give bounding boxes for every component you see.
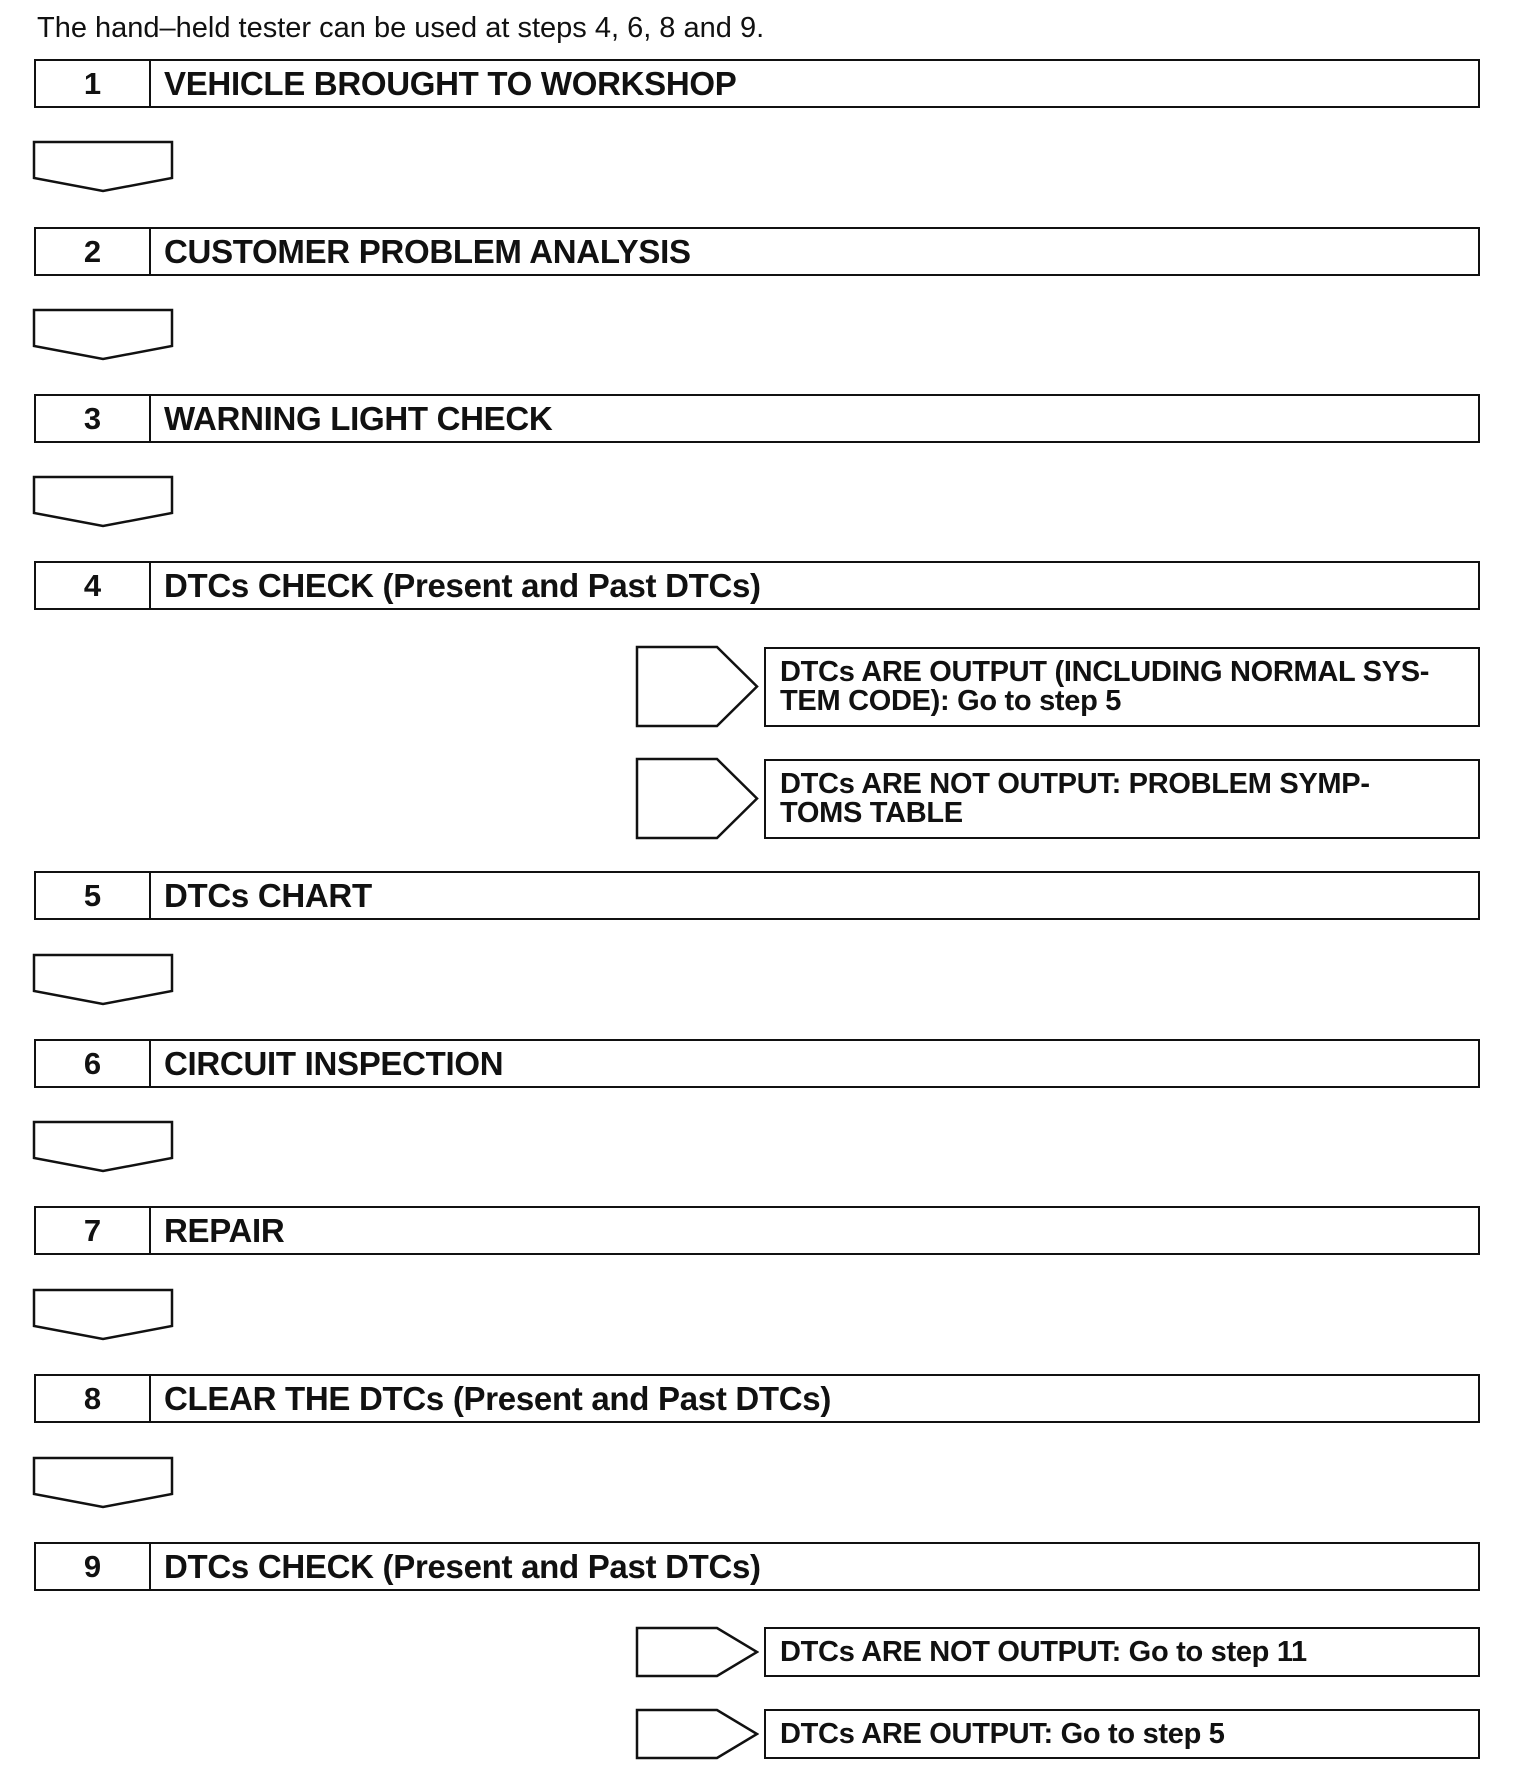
- result-text: DTCs ARE NOT OUTPUT: Go to step 11: [780, 1635, 1307, 1668]
- result-line: TEM CODE): Go to step 5: [780, 685, 1122, 717]
- result-line: DTCs ARE NOT OUTPUT: PROBLEM SYMP-: [780, 768, 1370, 800]
- step-number: 5: [36, 873, 151, 918]
- step-title: REPAIR: [164, 1211, 285, 1249]
- step-3-box: [34, 394, 1480, 443]
- down-arrow-icon: [32, 1120, 174, 1174]
- step-5-box: [34, 871, 1480, 920]
- step-6-box: [34, 1039, 1480, 1088]
- step-8-box: [34, 1374, 1480, 1423]
- result-line: DTCs ARE OUTPUT (INCLUDING NORMAL SYS-: [780, 656, 1430, 688]
- step-4-box: [34, 561, 1480, 610]
- step-4-result-output: [764, 647, 1480, 727]
- step-title: DTCs CHECK (Present and Past DTCs): [164, 566, 761, 604]
- step-title: CIRCUIT INSPECTION: [164, 1044, 504, 1082]
- down-arrow-icon: [32, 953, 174, 1007]
- step-4-result-not-output: [764, 759, 1480, 839]
- right-arrow-icon: [635, 1708, 759, 1760]
- result-line: TOMS TABLE: [780, 797, 963, 829]
- down-arrow-icon: [32, 1288, 174, 1342]
- step-7-box: [34, 1206, 1480, 1255]
- down-arrow-icon: [32, 308, 174, 362]
- step-number: 4: [36, 563, 151, 608]
- step-title: DTCs CHECK (Present and Past DTCs): [164, 1547, 761, 1585]
- step-number: 6: [36, 1041, 151, 1086]
- step-9-result-not-output: [764, 1627, 1480, 1677]
- step-title: DTCs CHART: [164, 876, 372, 914]
- down-arrow-icon: [32, 475, 174, 529]
- step-title: CUSTOMER PROBLEM ANALYSIS: [164, 232, 691, 270]
- step-2-box: [34, 227, 1480, 276]
- step-9-result-output: [764, 1709, 1480, 1759]
- step-title: CLEAR THE DTCs (Present and Past DTCs): [164, 1379, 832, 1417]
- step-1-box: [34, 59, 1480, 108]
- step-title: VEHICLE BROUGHT TO WORKSHOP: [164, 64, 737, 102]
- step-number: 7: [36, 1208, 151, 1253]
- right-arrow-icon: [635, 757, 759, 840]
- down-arrow-icon: [32, 140, 174, 194]
- down-arrow-icon: [32, 1456, 174, 1510]
- step-number: 8: [36, 1376, 151, 1421]
- right-arrow-icon: [635, 645, 759, 728]
- intro-note: The hand–held tester can be used at steps 4, 6, 8 and 9.: [37, 12, 765, 44]
- step-number: 1: [36, 61, 151, 106]
- step-title: WARNING LIGHT CHECK: [164, 399, 553, 437]
- right-arrow-icon: [635, 1626, 759, 1678]
- step-number: 3: [36, 396, 151, 441]
- step-number: 9: [36, 1544, 151, 1589]
- result-text: DTCs ARE OUTPUT: Go to step 5: [780, 1717, 1225, 1750]
- step-9-box: [34, 1542, 1480, 1591]
- step-number: 2: [36, 229, 151, 274]
